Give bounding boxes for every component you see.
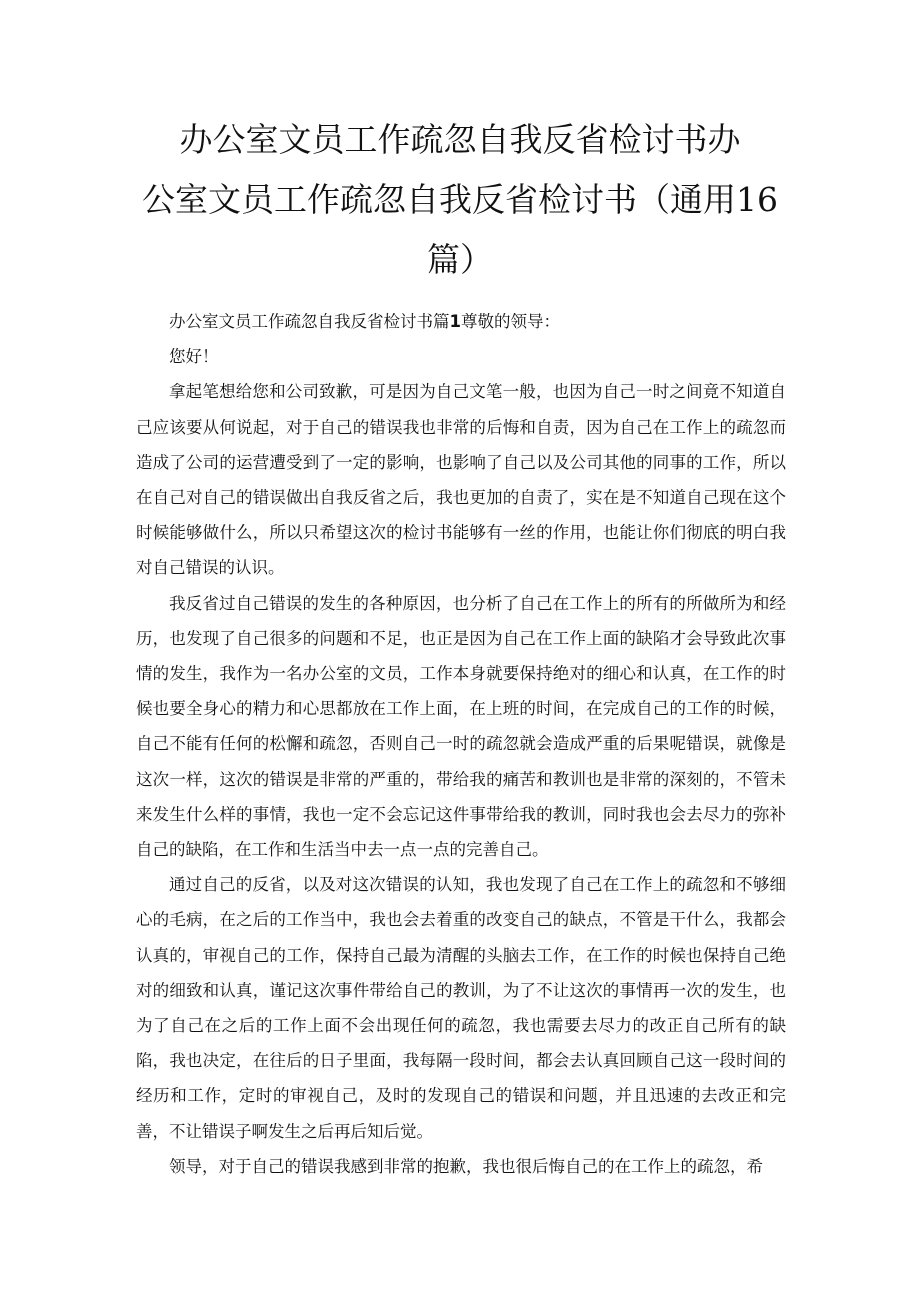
document-body: [136, 304, 786, 1184]
greeting: 您好！: [169, 347, 219, 367]
document-title: [100, 110, 820, 290]
heading-number: 1: [449, 312, 461, 331]
paragraph-2: 我反省过自己错误的发生的各种原因，也分析了自己在工作上的所有的所做所为和经历，也发现了自己很多的问题和不足，也正是因为自己在工作上面的缺陷才会导致此次事情的发生，我作为一名办公室的文员，工作本身就要保持绝对的细心和认真，在工作的时候也要全身心的精力和心思都放在工作上面，在上班的时间，在完成自己的工作的时候，自己不能有任何的松懈和疏忽，否则自己一时的疏忽就会造成严重的后果呢错误，就像是这次一样，这次的错误是非常的严重的，带给我的痛苦和教训也是非常的深刻的，不管未来发生什么样的事情，我也一定不会忘记这件事带给我的教训，同时我也会去尽力的弥补自己的缺陷，在工作和生活当中去一点一点的完善自己。: [136, 593, 786, 860]
title-line-1: 办公室文员工作疏忽自我反省检讨书办: [179, 120, 741, 159]
heading-prefix: 办公室文员工作疏忽自我反省检讨书篇: [169, 312, 450, 331]
paragraph-1: 拿起笔想给您和公司致歉，可是因为自己文笔一般，也因为自己一时之间竟不知道自己应该要从何说起，对于自己的错误我也非常的后悔和自责，因为自己在工作上的疏忽而造成了公司的运营遭受到了一定的影响，也影响了自己以及公司其他的同事的工作，所以在自己对自己的错误做出自我反省之后，我也更加的自责了，实在是不知道自己现在这个时候能够做什么，所以只希望这次的检讨书能够有一丝的作用，也能让你们彻底的明白我对自己错误的认识。: [136, 382, 786, 578]
paragraph-4: 领导，对于自己的错误我感到非常的抱歉，我也很后悔自己的在工作上的疏忽，希: [169, 1156, 763, 1176]
title-line-2: 公室文员工作疏忽自我反省检讨书（通用16: [142, 180, 778, 219]
heading-suffix: 尊敬的领导：: [460, 312, 560, 331]
paragraph-3: 通过自己的反省，以及对这次错误的认知，我也发现了自己在工作上的疏忽和不够细心的毛病，在之后的工作当中，我也会去着重的改变自己的缺点，不管是干什么，我都会认真的，审视自己的工作，保持自己最为清醒的头脑去工作，在工作的时候也保持自己绝对的细致和认真，谨记这次事件带给自己的教训，为了不让这次的事情再一次的发生，也为了自己在之后的工作上面不会出现任何的疏忽，我也需要去尽力的改正自己所有的缺陷，我也决定，在往后的日子里面，我每隔一段时间，都会去认真回顾自己这一段时间的经历和工作，定时的审视自己，及时的发现自己的错误和问题，并且迅速的去改正和完善，不让错误子啊发生之后再后知后觉。: [136, 875, 786, 1141]
title-line-3: 篇）: [427, 240, 493, 279]
section-heading: [136, 304, 786, 339]
